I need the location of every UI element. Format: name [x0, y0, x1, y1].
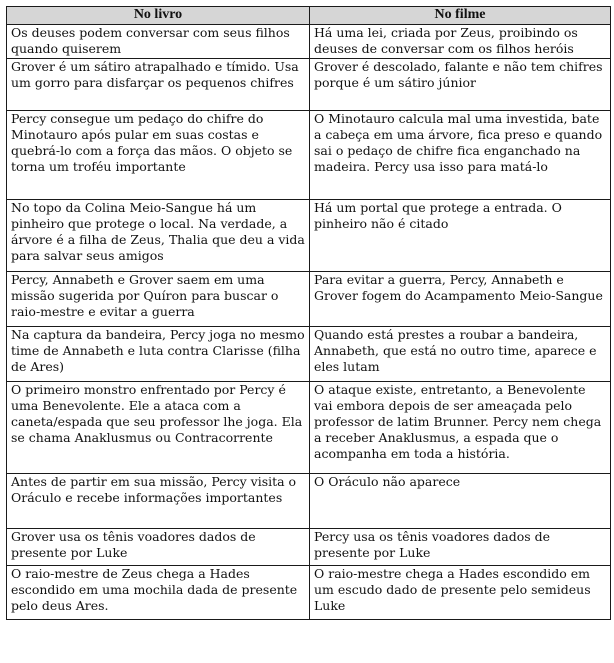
table-row [7, 25, 611, 59]
film-cell: Percy usa os tênis voadores dados de presente por Luke [310, 529, 611, 566]
book-cell: No topo da Colina Meio-Sangue há um pinheiro que protege o local. Na verdade, a árvore é a filha de Zeus, Thalia que deu a vida para salvar seus amigos [7, 200, 310, 272]
film-cell: Há um portal que protege a entrada. O pinheiro não é citado [310, 200, 611, 272]
header-film: No filme [310, 7, 611, 25]
film-cell: Grover é descolado, falante e não tem chifres porque é um sátiro júnior [310, 59, 611, 111]
book-cell: Percy consegue um pedaço do chifre do Minotauro após pular em suas costas e quebrá-lo com a força das mãos. O objeto se torna um troféu importante [7, 111, 310, 200]
book-cell: Na captura da bandeira, Percy joga no mesmo time de Annabeth e luta contra Clarisse (filha de Ares) [7, 327, 310, 382]
film-cell: O raio-mestre chega a Hades escondido em um escudo dado de presente pelo semideus Luke [310, 566, 611, 620]
header-row [7, 7, 611, 25]
header-book: No livro [7, 7, 310, 25]
table-row [7, 382, 611, 474]
table-row [7, 327, 611, 382]
book-cell: Antes de partir em sua missão, Percy visita o Oráculo e recebe informações importantes [7, 474, 310, 529]
book-cell: O raio-mestre de Zeus chega a Hades escondido em uma mochila dada de presente pelo deus Ares. [7, 566, 310, 620]
comparison-table [6, 6, 611, 620]
table-row [7, 111, 611, 200]
table-row [7, 272, 611, 327]
table-row [7, 474, 611, 529]
film-cell: O Minotauro calcula mal uma investida, bate a cabeça em uma árvore, fica preso e quando sai o pedaço de chifre fica enganchado na madeira. Percy usa isso para matá-lo [310, 111, 611, 200]
table-row [7, 566, 611, 620]
table-row [7, 200, 611, 272]
film-cell: Há uma lei, criada por Zeus, proibindo os deuses de conversar com os filhos heróis [310, 25, 611, 59]
film-cell: Quando está prestes a roubar a bandeira, Annabeth, que está no outro time, aparece e eles lutam [310, 327, 611, 382]
film-cell: O Oráculo não aparece [310, 474, 611, 529]
book-cell: Grover é um sátiro atrapalhado e tímido. Usa um gorro para disfarçar os pequenos chifres [7, 59, 310, 111]
film-cell: O ataque existe, entretanto, a Benevolente vai embora depois de ser ameaçada pelo professor de latim Brunner. Percy nem chega a receber Anaklusmus, a espada que o acompanha em toda a história. [310, 382, 611, 474]
book-cell: Os deuses podem conversar com seus filhos quando quiserem [7, 25, 310, 59]
book-cell: O primeiro monstro enfrentado por Percy é uma Benevolente. Ele a ataca com a caneta/espada que seu professor lhe joga. Ela se chama Anaklusmus ou Contracorrente [7, 382, 310, 474]
book-cell: Percy, Annabeth e Grover saem em uma missão sugerida por Quíron para buscar o raio-mestre e evitar a guerra [7, 272, 310, 327]
table-row [7, 529, 611, 566]
book-cell: Grover usa os tênis voadores dados de presente por Luke [7, 529, 310, 566]
table-row [7, 59, 611, 111]
film-cell: Para evitar a guerra, Percy, Annabeth e Grover fogem do Acampamento Meio-Sangue [310, 272, 611, 327]
